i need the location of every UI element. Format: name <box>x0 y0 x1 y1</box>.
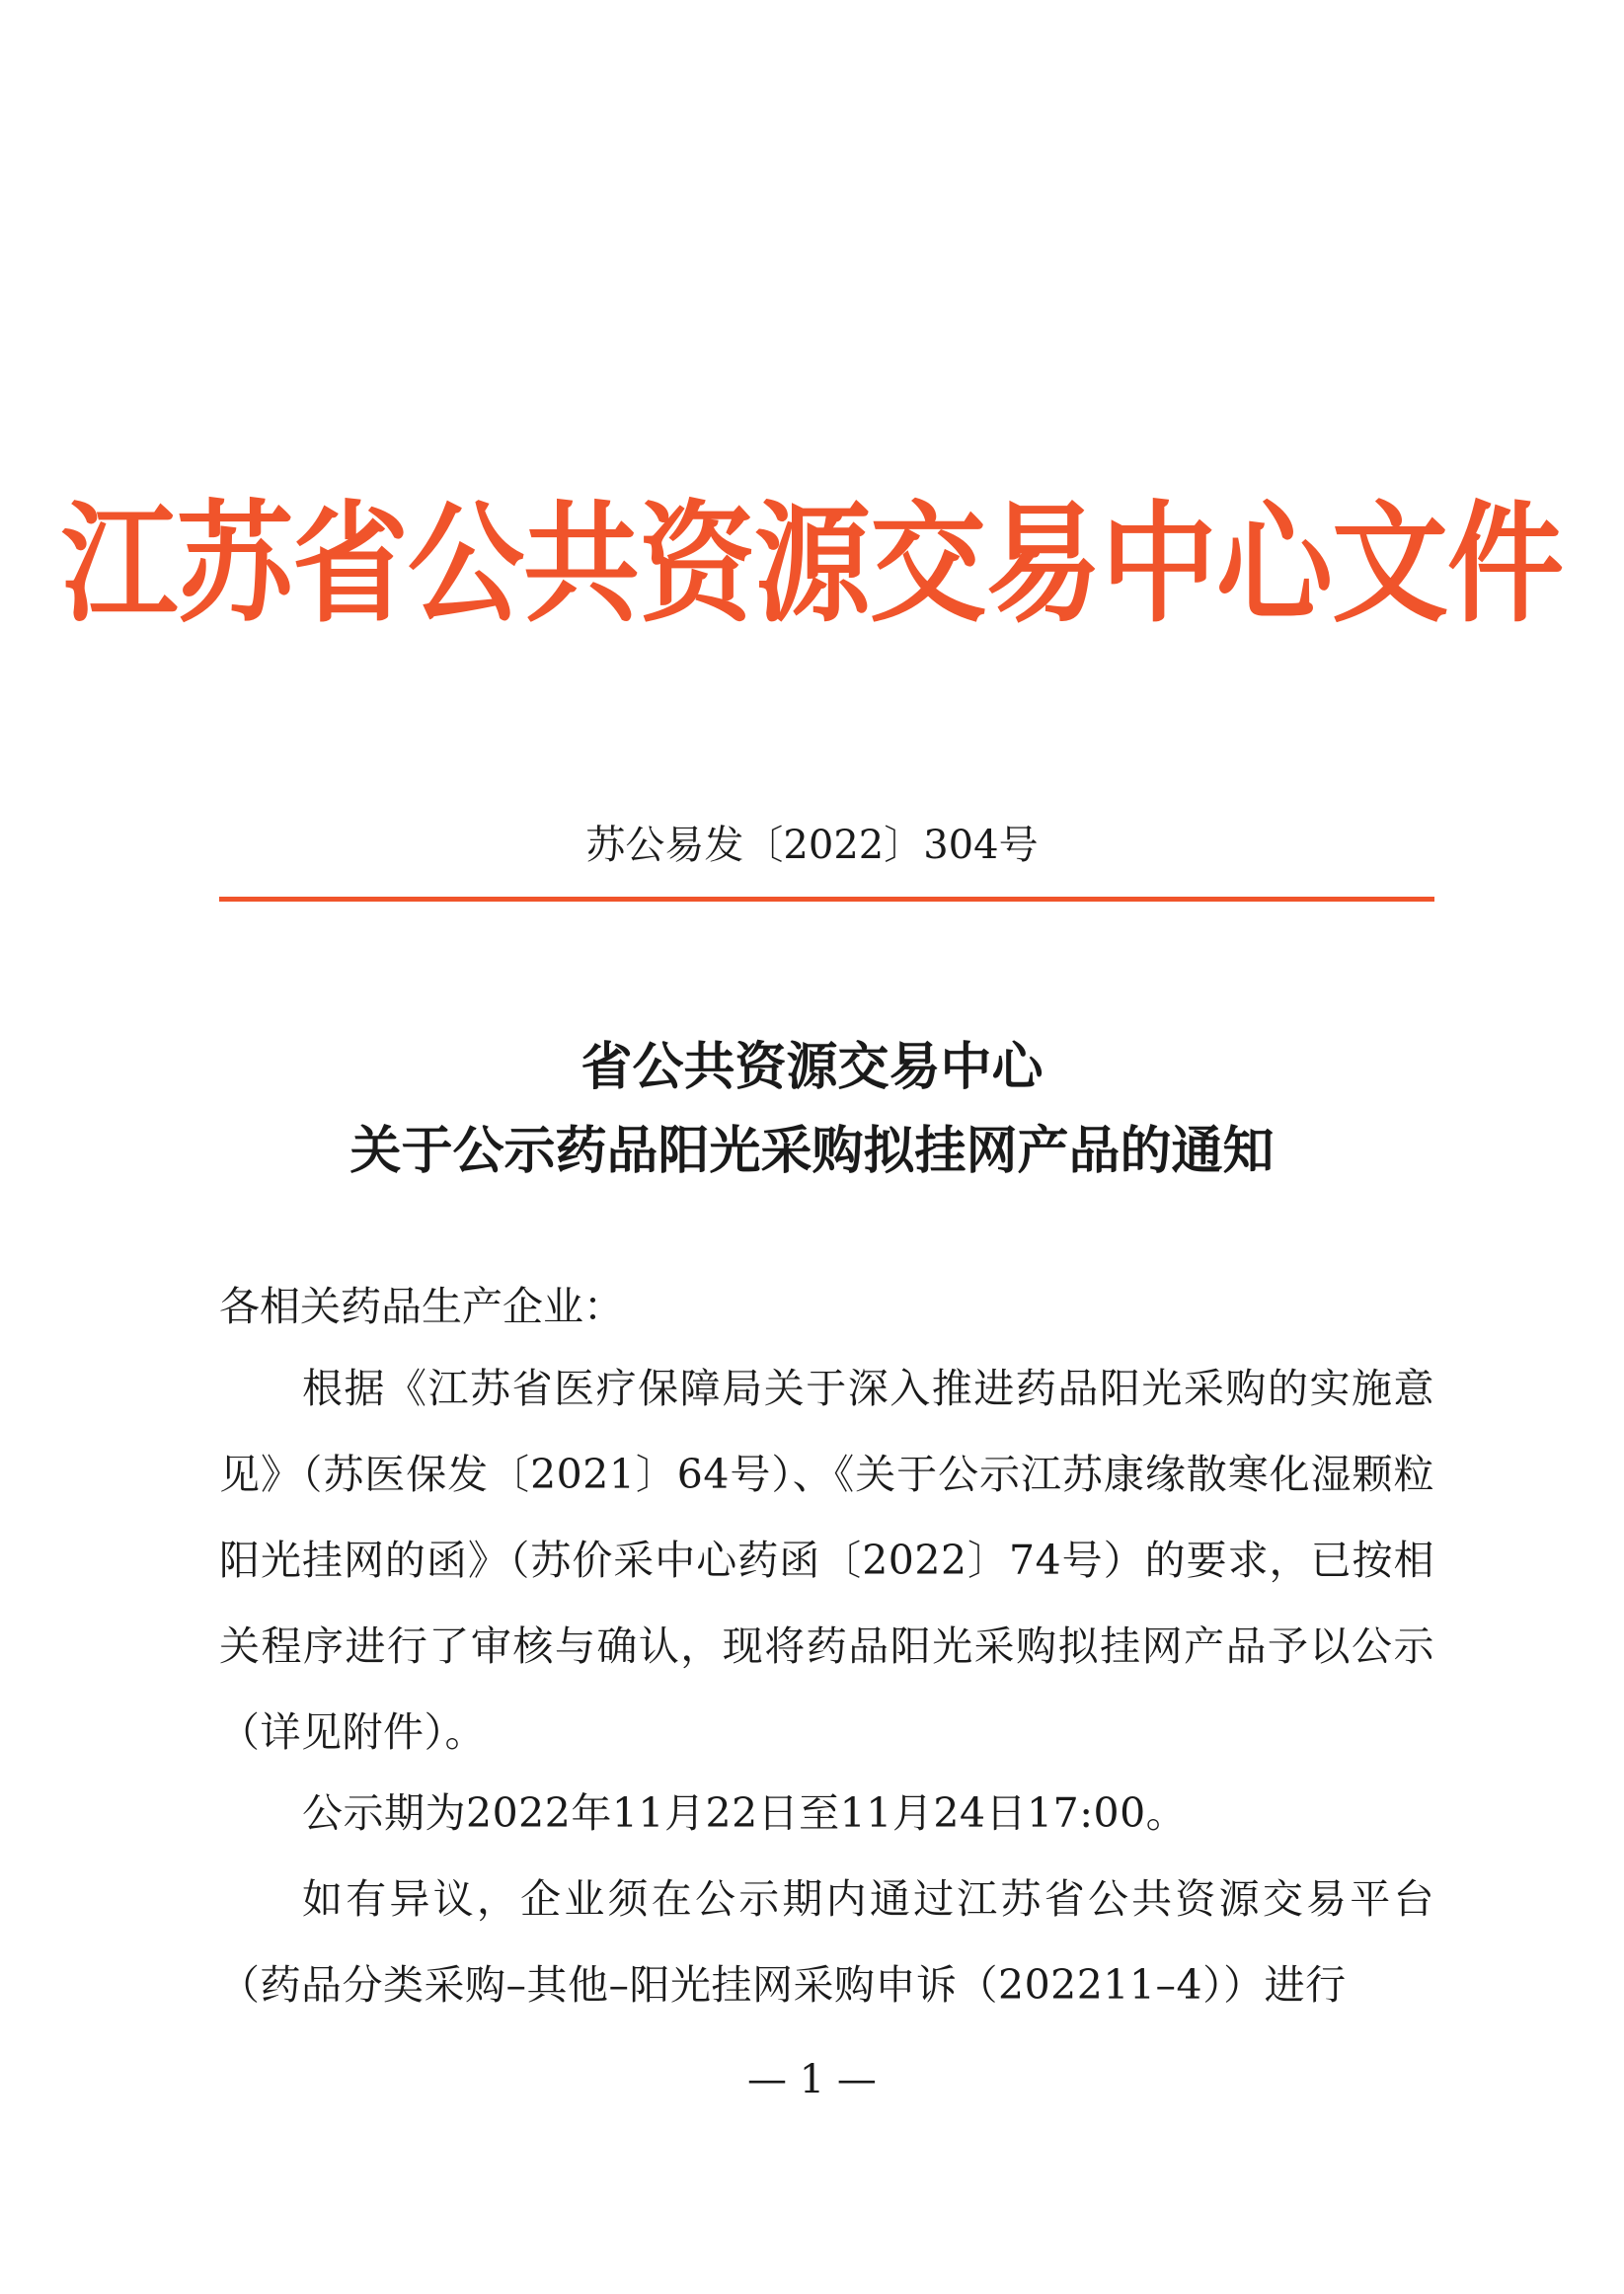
notice-title-line-1: 省公共资源交易中心 <box>580 1038 1044 1097</box>
red-separator-line <box>219 897 1434 902</box>
body-paragraph-3: 如有异议，企业须在公示期内通过江苏省公共资源交易平台（药品分类采购–其他–阳光挂网采购申诉（202211–4））进行 <box>219 1875 1434 2009</box>
document-number: 苏公易发〔2022〕304号 <box>585 823 1039 868</box>
issuer-header-title: 江苏省公共资源交易中心文件 <box>60 487 1563 641</box>
notice-title-line-2: 关于公示药品阳光采购拟挂网产品的通知 <box>349 1122 1275 1181</box>
salutation: 各相关药品生产企业： <box>219 1283 624 1330</box>
body-paragraph-2: 公示期为2022年11月22日至11月24日17:00。 <box>302 1789 1188 1837</box>
body-paragraph-1: 根据《江苏省医疗保障局关于深入推进药品阳光采购的实施意见》（苏医保发〔2021〕64号）、《关于公示江苏康缘散寒化湿颗粒阳光挂网的函》（苏价采中心药函〔2022〕74号）的要求，已按相关程序进行了审核与确认，现将药品阳光采购拟挂网产品予以公示（详见附件）。 <box>219 1365 1434 1756</box>
page-number: — 1 — <box>747 2057 877 2102</box>
